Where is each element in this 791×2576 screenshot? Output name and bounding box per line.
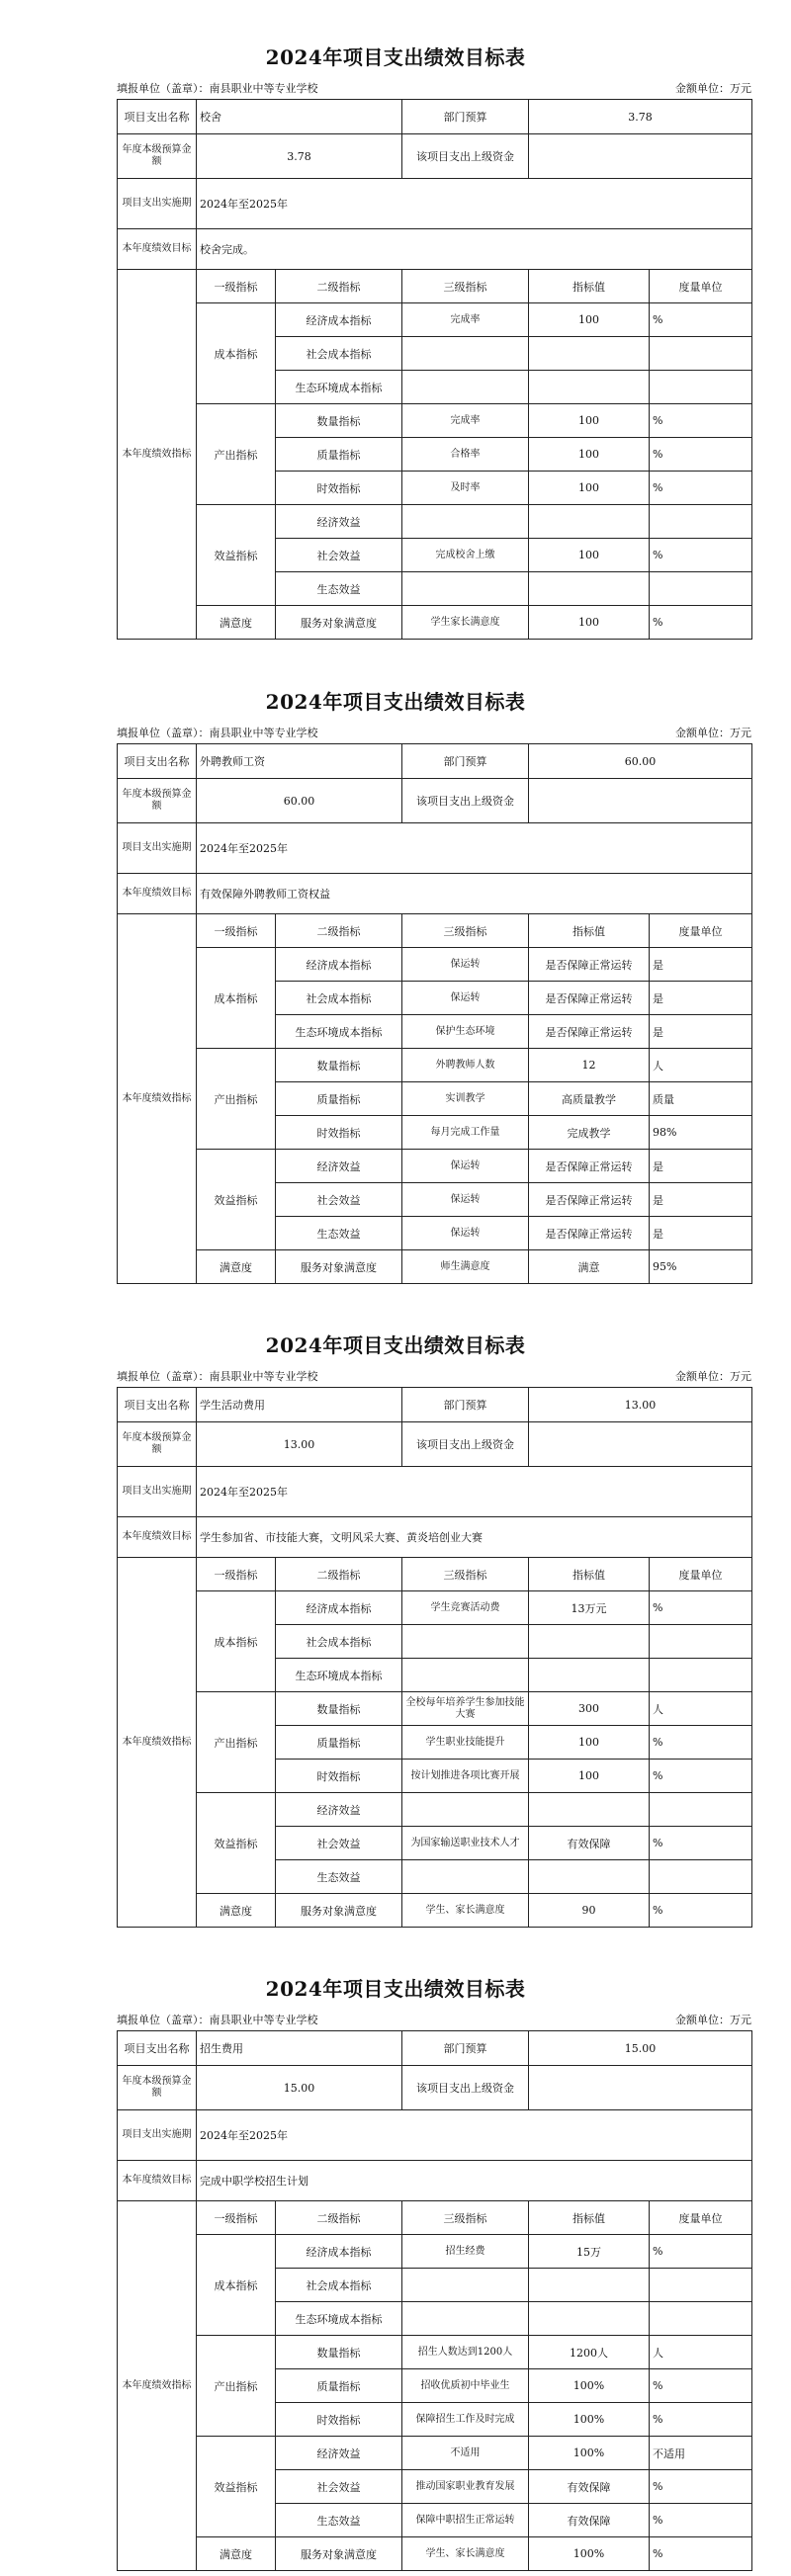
level2-indicator: 服务对象满意度 — [276, 606, 402, 640]
column-header: 度量单位 — [650, 270, 752, 303]
period-value: 2024年至2025年 — [197, 823, 752, 874]
level2-indicator: 生态环境成本指标 — [276, 1659, 402, 1692]
column-header: 三级指标 — [402, 1558, 529, 1591]
measure-unit — [650, 505, 752, 539]
goal-label: 本年度绩效目标 — [118, 874, 197, 914]
level2-indicator: 数量指标 — [276, 2336, 402, 2369]
indicator-value: 13万元 — [529, 1591, 650, 1625]
annual-budget-label: 年度本级预算金额 — [118, 1422, 197, 1467]
level2-indicator: 经济效益 — [276, 2437, 402, 2470]
indicator-value — [529, 1860, 650, 1894]
indicator-value — [529, 371, 650, 404]
indicator-value: 是否保障正常运转 — [529, 948, 650, 982]
superior-funds-value — [529, 134, 752, 179]
indicator-value — [529, 1625, 650, 1659]
measure-unit — [650, 1659, 752, 1692]
level3-indicator: 招生经费 — [402, 2235, 529, 2269]
measure-unit: 是 — [650, 982, 752, 1015]
column-header: 指标值 — [529, 914, 650, 948]
annual-budget-label: 年度本级预算金额 — [118, 2066, 197, 2110]
level3-indicator: 合格率 — [402, 438, 529, 472]
indicator-value: 是否保障正常运转 — [529, 1183, 650, 1217]
indicator-row — [118, 1894, 752, 1928]
indicator-row — [118, 1793, 752, 1827]
level3-indicator: 每月完成工作量 — [402, 1116, 529, 1150]
measure-unit: % — [650, 2235, 752, 2269]
column-header: 二级指标 — [276, 1558, 402, 1591]
indicator-section-label: 本年度绩效指标 — [118, 914, 197, 1284]
indicator-value: 100 — [529, 539, 650, 572]
measure-unit — [650, 1625, 752, 1659]
measure-unit — [650, 1860, 752, 1894]
column-header: 一级指标 — [197, 914, 276, 948]
level2-indicator: 服务对象满意度 — [276, 1250, 402, 1284]
indicator-value: 100 — [529, 404, 650, 438]
level3-indicator: 推动国家职业教育发展 — [402, 2470, 529, 2504]
indicator-row — [118, 1150, 752, 1183]
level2-indicator: 时效指标 — [276, 1760, 402, 1793]
measure-unit: % — [650, 606, 752, 640]
indicator-value: 100 — [529, 606, 650, 640]
level2-indicator: 生态效益 — [276, 572, 402, 606]
level2-indicator: 生态效益 — [276, 1217, 402, 1250]
level3-indicator: 学生家长满意度 — [402, 606, 529, 640]
project-name-label: 项目支出名称 — [118, 2031, 197, 2066]
dept-budget-value: 13.00 — [529, 1388, 752, 1422]
period-label: 项目支出实施期 — [118, 2110, 197, 2161]
level3-indicator: 学生竞赛活动费 — [402, 1591, 529, 1625]
measure-unit — [650, 2269, 752, 2302]
column-header: 三级指标 — [402, 270, 529, 303]
column-header: 指标值 — [529, 1558, 650, 1591]
project-name-value: 外聘教师工资 — [197, 744, 402, 779]
column-header: 二级指标 — [276, 914, 402, 948]
level2-indicator: 社会成本指标 — [276, 337, 402, 371]
measure-unit: % — [650, 539, 752, 572]
level2-indicator: 生态效益 — [276, 2504, 402, 2537]
column-header: 一级指标 — [197, 270, 276, 303]
measure-unit: 是 — [650, 1217, 752, 1250]
level3-indicator — [402, 505, 529, 539]
project-name-value: 学生活动费用 — [197, 1388, 402, 1422]
level3-indicator: 完成率 — [402, 303, 529, 337]
indicator-value: 是否保障正常运转 — [529, 1015, 650, 1049]
project-name-value: 校舍 — [197, 100, 402, 134]
superior-funds-value — [529, 2066, 752, 2110]
indicator-table — [117, 1387, 752, 1928]
measure-unit: % — [650, 2369, 752, 2403]
indicator-value — [529, 1793, 650, 1827]
level3-indicator: 保运转 — [402, 1183, 529, 1217]
measure-unit: % — [650, 1726, 752, 1760]
level3-indicator: 全校每年培养学生参加技能大赛 — [402, 1692, 529, 1726]
measure-unit: 是 — [650, 1015, 752, 1049]
indicator-value — [529, 2269, 650, 2302]
level2-indicator: 经济成本指标 — [276, 2235, 402, 2269]
sheet-title: 2024年项目支出绩效目标表 — [265, 1977, 526, 2001]
level2-indicator: 生态环境成本指标 — [276, 1015, 402, 1049]
column-header: 度量单位 — [650, 914, 752, 948]
project-name-label: 项目支出名称 — [118, 744, 197, 779]
level2-indicator: 经济成本指标 — [276, 303, 402, 337]
level1-indicator: 成本指标 — [197, 2235, 276, 2336]
level1-indicator: 效益指标 — [197, 1793, 276, 1894]
level2-indicator: 服务对象满意度 — [276, 2537, 402, 2571]
amount-unit: 金额单位：万元 — [675, 1370, 751, 1383]
level2-indicator: 社会效益 — [276, 1827, 402, 1860]
measure-unit: % — [650, 472, 752, 505]
reporting-unit: 填报单位（盖章）：南县职业中等专业学校 — [117, 1370, 318, 1383]
level2-indicator: 生态环境成本指标 — [276, 2302, 402, 2336]
level1-indicator: 成本指标 — [197, 303, 276, 404]
column-header: 一级指标 — [197, 1558, 276, 1591]
column-header: 三级指标 — [402, 914, 529, 948]
indicator-row — [118, 1692, 752, 1726]
project-name-label: 项目支出名称 — [118, 1388, 197, 1422]
level3-indicator — [402, 572, 529, 606]
measure-unit: 是 — [650, 948, 752, 982]
indicator-row — [118, 2437, 752, 2470]
level2-indicator: 质量指标 — [276, 1726, 402, 1760]
level2-indicator: 质量指标 — [276, 438, 402, 472]
indicator-value: 满意 — [529, 1250, 650, 1284]
indicator-row — [118, 505, 752, 539]
amount-unit: 金额单位：万元 — [675, 727, 751, 739]
project-name-label: 项目支出名称 — [118, 100, 197, 134]
goal-value: 校舍完成。 — [197, 229, 752, 270]
reporting-unit: 填报单位（盖章）：南县职业中等专业学校 — [117, 727, 318, 739]
indicator-section-label: 本年度绩效指标 — [118, 270, 197, 640]
level1-indicator: 产出指标 — [197, 2336, 276, 2437]
goal-label: 本年度绩效目标 — [118, 229, 197, 270]
indicator-value: 是否保障正常运转 — [529, 1217, 650, 1250]
performance-sheet — [0, 0, 791, 644]
level3-indicator: 按计划推进各项比赛开展 — [402, 1760, 529, 1793]
measure-unit: % — [650, 438, 752, 472]
indicator-table — [117, 2030, 752, 2571]
indicator-value: 100% — [529, 2369, 650, 2403]
measure-unit: 95% — [650, 1250, 752, 1284]
dept-budget-label: 部门预算 — [402, 744, 529, 779]
level2-indicator: 社会成本指标 — [276, 982, 402, 1015]
level3-indicator: 保障招生工作及时完成 — [402, 2403, 529, 2437]
reporting-unit: 填报单位（盖章）：南县职业中等专业学校 — [117, 2014, 318, 2026]
superior-funds-value — [529, 1422, 752, 1467]
measure-unit: % — [650, 2470, 752, 2504]
level2-indicator: 生态效益 — [276, 1860, 402, 1894]
measure-unit: 人 — [650, 1049, 752, 1082]
measure-unit: 是 — [650, 1150, 752, 1183]
goal-value: 有效保障外聘教师工资权益 — [197, 874, 752, 914]
indicator-row — [118, 2537, 752, 2571]
level3-indicator — [402, 1625, 529, 1659]
measure-unit — [650, 337, 752, 371]
level3-indicator: 实训教学 — [402, 1082, 529, 1116]
indicator-row — [118, 1250, 752, 1284]
level2-indicator: 时效指标 — [276, 472, 402, 505]
level2-indicator: 社会效益 — [276, 2470, 402, 2504]
period-value: 2024年至2025年 — [197, 1467, 752, 1517]
measure-unit: 人 — [650, 1692, 752, 1726]
measure-unit: % — [650, 2403, 752, 2437]
level1-indicator: 满意度 — [197, 1894, 276, 1928]
column-header: 度量单位 — [650, 2201, 752, 2235]
performance-sheet — [0, 1932, 791, 2576]
measure-unit: % — [650, 1827, 752, 1860]
level1-indicator: 产出指标 — [197, 404, 276, 505]
column-header: 指标值 — [529, 270, 650, 303]
indicator-row — [118, 404, 752, 438]
level3-indicator — [402, 337, 529, 371]
level2-indicator: 经济成本指标 — [276, 1591, 402, 1625]
column-header: 指标值 — [529, 2201, 650, 2235]
column-header: 二级指标 — [276, 2201, 402, 2235]
column-header: 度量单位 — [650, 1558, 752, 1591]
level3-indicator — [402, 2269, 529, 2302]
level3-indicator: 不适用 — [402, 2437, 529, 2470]
indicator-value: 300 — [529, 1692, 650, 1726]
measure-unit — [650, 1793, 752, 1827]
level3-indicator — [402, 1659, 529, 1692]
level3-indicator: 完成校舍上缴 — [402, 539, 529, 572]
level1-indicator: 效益指标 — [197, 1150, 276, 1250]
level2-indicator: 数量指标 — [276, 1049, 402, 1082]
level2-indicator: 经济效益 — [276, 505, 402, 539]
indicator-row — [118, 2235, 752, 2269]
level2-indicator: 社会效益 — [276, 1183, 402, 1217]
indicator-value — [529, 337, 650, 371]
level1-indicator: 效益指标 — [197, 505, 276, 606]
indicator-value: 100 — [529, 438, 650, 472]
amount-unit: 金额单位：万元 — [675, 82, 751, 95]
indicator-row — [118, 2336, 752, 2369]
dept-budget-value: 15.00 — [529, 2031, 752, 2066]
level2-indicator: 经济效益 — [276, 1150, 402, 1183]
dept-budget-value: 60.00 — [529, 744, 752, 779]
sheet-title: 2024年项目支出绩效目标表 — [265, 45, 526, 69]
level3-indicator — [402, 371, 529, 404]
period-label: 项目支出实施期 — [118, 823, 197, 874]
level2-indicator: 服务对象满意度 — [276, 1894, 402, 1928]
level3-indicator: 保障中职招生正常运转 — [402, 2504, 529, 2537]
indicator-value — [529, 1659, 650, 1692]
indicator-value: 100 — [529, 472, 650, 505]
measure-unit: 人 — [650, 2336, 752, 2369]
level2-indicator: 质量指标 — [276, 1082, 402, 1116]
indicator-value: 15万 — [529, 2235, 650, 2269]
goal-value: 学生参加省、市技能大赛，文明风采大赛、黄炎培创业大赛 — [197, 1517, 752, 1558]
indicator-section-label: 本年度绩效指标 — [118, 2201, 197, 2571]
indicator-value: 100 — [529, 303, 650, 337]
annual-budget-value: 3.78 — [197, 134, 402, 179]
level3-indicator — [402, 2302, 529, 2336]
measure-unit: % — [650, 1591, 752, 1625]
level1-indicator: 成本指标 — [197, 1591, 276, 1692]
level1-indicator: 满意度 — [197, 606, 276, 640]
goal-value: 完成中职学校招生计划 — [197, 2161, 752, 2201]
level2-indicator: 时效指标 — [276, 2403, 402, 2437]
level3-indicator: 保护生态环境 — [402, 1015, 529, 1049]
superior-funds-label: 该项目支出上级资金 — [402, 134, 529, 179]
dept-budget-value: 3.78 — [529, 100, 752, 134]
indicator-value: 90 — [529, 1894, 650, 1928]
indicator-value: 1200人 — [529, 2336, 650, 2369]
level1-indicator: 产出指标 — [197, 1049, 276, 1150]
measure-unit — [650, 2302, 752, 2336]
level3-indicator: 招生人数达到1200人 — [402, 2336, 529, 2369]
indicator-value — [529, 572, 650, 606]
measure-unit: % — [650, 1760, 752, 1793]
period-label: 项目支出实施期 — [118, 1467, 197, 1517]
performance-sheet — [0, 644, 791, 1289]
level3-indicator: 为国家输送职业技术人才 — [402, 1827, 529, 1860]
indicator-section-label: 本年度绩效指标 — [118, 1558, 197, 1928]
level3-indicator: 保运转 — [402, 948, 529, 982]
project-name-value: 招生费用 — [197, 2031, 402, 2066]
level3-indicator: 学生、家长满意度 — [402, 2537, 529, 2571]
sheet-title: 2024年项目支出绩效目标表 — [265, 1333, 526, 1357]
indicator-value: 100 — [529, 1760, 650, 1793]
period-value: 2024年至2025年 — [197, 2110, 752, 2161]
level3-indicator — [402, 1860, 529, 1894]
level2-indicator: 经济效益 — [276, 1793, 402, 1827]
sheet-title: 2024年项目支出绩效目标表 — [265, 690, 526, 714]
indicator-row — [118, 606, 752, 640]
level1-indicator: 产出指标 — [197, 1692, 276, 1793]
annual-budget-value: 15.00 — [197, 2066, 402, 2110]
level2-indicator: 数量指标 — [276, 1692, 402, 1726]
annual-budget-label: 年度本级预算金额 — [118, 134, 197, 179]
level2-indicator: 社会成本指标 — [276, 2269, 402, 2302]
level3-indicator: 招收优质初中毕业生 — [402, 2369, 529, 2403]
level2-indicator: 质量指标 — [276, 2369, 402, 2403]
indicator-value: 12 — [529, 1049, 650, 1082]
indicator-table — [117, 743, 752, 1284]
indicator-row — [118, 948, 752, 982]
superior-funds-value — [529, 779, 752, 823]
indicator-value: 100% — [529, 2437, 650, 2470]
measure-unit: 98% — [650, 1116, 752, 1150]
indicator-value — [529, 2302, 650, 2336]
indicator-row — [118, 303, 752, 337]
annual-budget-label: 年度本级预算金额 — [118, 779, 197, 823]
level2-indicator: 数量指标 — [276, 404, 402, 438]
indicator-table — [117, 99, 752, 640]
indicator-value — [529, 505, 650, 539]
annual-budget-value: 60.00 — [197, 779, 402, 823]
level3-indicator: 学生职业技能提升 — [402, 1726, 529, 1760]
indicator-row — [118, 1049, 752, 1082]
measure-unit: 不适用 — [650, 2437, 752, 2470]
measure-unit: 质量 — [650, 1082, 752, 1116]
level1-indicator: 满意度 — [197, 1250, 276, 1284]
period-label: 项目支出实施期 — [118, 179, 197, 229]
measure-unit: % — [650, 2537, 752, 2571]
superior-funds-label: 该项目支出上级资金 — [402, 779, 529, 823]
period-value: 2024年至2025年 — [197, 179, 752, 229]
superior-funds-label: 该项目支出上级资金 — [402, 1422, 529, 1467]
level2-indicator: 时效指标 — [276, 1116, 402, 1150]
indicator-value: 100% — [529, 2403, 650, 2437]
indicator-value: 是否保障正常运转 — [529, 982, 650, 1015]
level1-indicator: 满意度 — [197, 2537, 276, 2571]
indicator-value: 有效保障 — [529, 1827, 650, 1860]
indicator-value: 完成教学 — [529, 1116, 650, 1150]
measure-unit — [650, 572, 752, 606]
level3-indicator: 外聘教师人数 — [402, 1049, 529, 1082]
level3-indicator: 学生、家长满意度 — [402, 1894, 529, 1928]
level2-indicator: 社会效益 — [276, 539, 402, 572]
level3-indicator: 保运转 — [402, 1217, 529, 1250]
indicator-value: 有效保障 — [529, 2504, 650, 2537]
measure-unit — [650, 371, 752, 404]
indicator-value: 有效保障 — [529, 2470, 650, 2504]
column-header: 三级指标 — [402, 2201, 529, 2235]
level2-indicator: 社会成本指标 — [276, 1625, 402, 1659]
level1-indicator: 成本指标 — [197, 948, 276, 1049]
measure-unit: % — [650, 1894, 752, 1928]
column-header: 一级指标 — [197, 2201, 276, 2235]
measure-unit: % — [650, 404, 752, 438]
reporting-unit: 填报单位（盖章）：南县职业中等专业学校 — [117, 82, 318, 95]
amount-unit: 金额单位：万元 — [675, 2014, 751, 2026]
measure-unit: % — [650, 303, 752, 337]
level3-indicator: 完成率 — [402, 404, 529, 438]
level3-indicator: 及时率 — [402, 472, 529, 505]
level2-indicator: 生态环境成本指标 — [276, 371, 402, 404]
indicator-row — [118, 1591, 752, 1625]
superior-funds-label: 该项目支出上级资金 — [402, 2066, 529, 2110]
dept-budget-label: 部门预算 — [402, 100, 529, 134]
level2-indicator: 经济成本指标 — [276, 948, 402, 982]
dept-budget-label: 部门预算 — [402, 1388, 529, 1422]
annual-budget-value: 13.00 — [197, 1422, 402, 1467]
indicator-value: 高质量教学 — [529, 1082, 650, 1116]
goal-label: 本年度绩效目标 — [118, 2161, 197, 2201]
level3-indicator: 保运转 — [402, 982, 529, 1015]
indicator-value: 100% — [529, 2537, 650, 2571]
level3-indicator: 保运转 — [402, 1150, 529, 1183]
indicator-value: 100 — [529, 1726, 650, 1760]
level1-indicator: 效益指标 — [197, 2437, 276, 2537]
level3-indicator: 师生满意度 — [402, 1250, 529, 1284]
column-header: 二级指标 — [276, 270, 402, 303]
measure-unit: 是 — [650, 1183, 752, 1217]
indicator-value: 是否保障正常运转 — [529, 1150, 650, 1183]
level3-indicator — [402, 1793, 529, 1827]
measure-unit: % — [650, 2504, 752, 2537]
goal-label: 本年度绩效目标 — [118, 1517, 197, 1558]
performance-sheet — [0, 1288, 791, 1932]
dept-budget-label: 部门预算 — [402, 2031, 529, 2066]
